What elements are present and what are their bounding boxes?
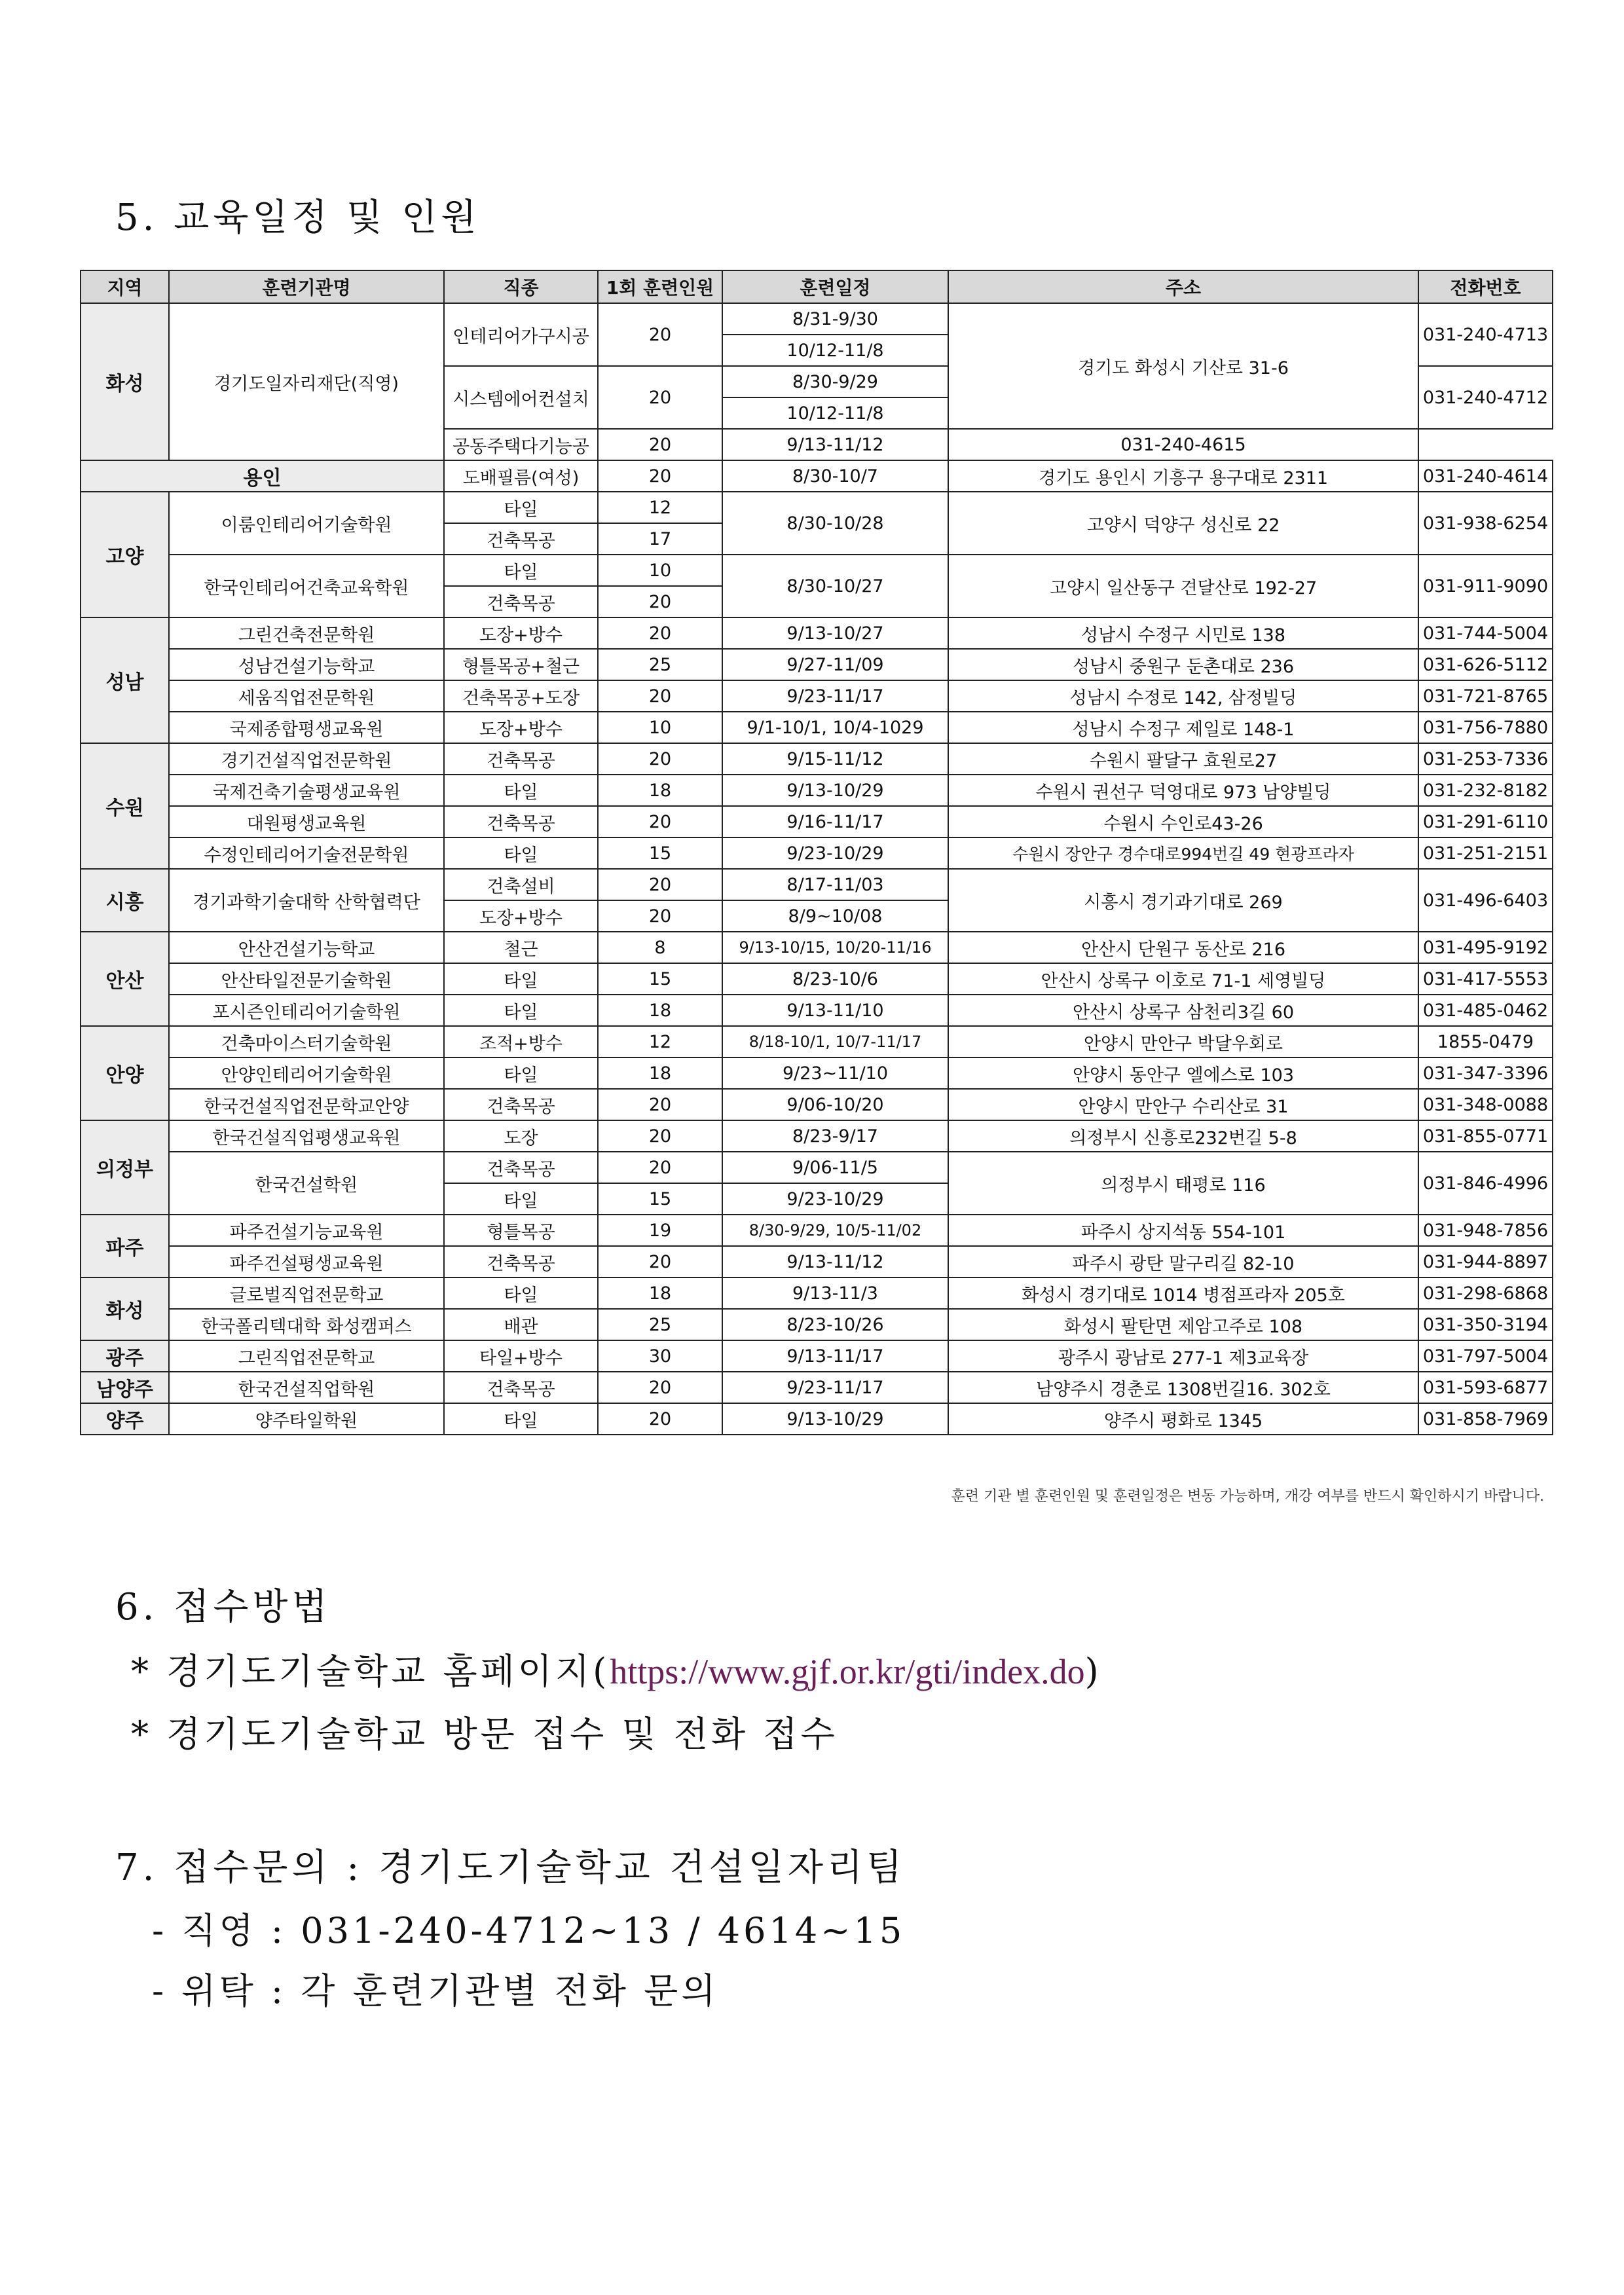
schedule-cell: 8/30-9/29	[722, 366, 948, 397]
institution-cell: 경기과학기술대학 산학협력단	[169, 869, 444, 932]
address-cell: 수원시 장안구 경수대로994번길 49 현광프라자	[948, 837, 1418, 869]
count-cell: 15	[598, 837, 722, 869]
job-cell: 철근	[444, 932, 598, 963]
region-cell: 성남	[81, 617, 169, 743]
count-cell: 20	[598, 869, 722, 900]
count-cell: 20	[598, 617, 722, 649]
table-row	[81, 1120, 1553, 1152]
count-cell: 15	[598, 1183, 722, 1215]
job-cell: 공동주택다기능공	[444, 429, 598, 460]
table-row	[81, 1277, 1553, 1309]
table-row	[81, 303, 1553, 335]
count-cell: 15	[598, 963, 722, 995]
count-cell: 20	[598, 743, 722, 775]
institution-cell: 한국건설직업학원	[169, 1372, 444, 1403]
schedule-table-wrapper	[80, 270, 1552, 1435]
institution-cell: 파주건설기능교육원	[169, 1215, 444, 1246]
apply-method-homepage	[131, 1643, 1102, 1694]
schedule-cell: 10/12-11/8	[722, 397, 948, 429]
table-row	[81, 1340, 1553, 1372]
address-cell: 성남시 수정구 제일로 148-1	[948, 712, 1418, 743]
phone-cell: 031-948-7856	[1418, 1215, 1553, 1246]
table-row	[81, 649, 1553, 680]
address-cell: 안산시 상록구 이호로 71-1 세영빌딩	[948, 963, 1418, 995]
address-cell: 성남시 수정구 시민로 138	[948, 617, 1418, 649]
institution-cell: 한국폴리텍대학 화성캠퍼스	[169, 1309, 444, 1340]
contact-consigned: - 위탁 : 각 훈련기관별 전화 문의	[152, 1970, 719, 2011]
schedule-cell: 8/17-11/03	[722, 869, 948, 900]
phone-cell: 031-938-6254	[1418, 492, 1553, 555]
apply-homepage-prefix: * 경기도기술학교 홈페이지(	[131, 1651, 610, 1692]
count-cell: 20	[598, 586, 722, 617]
table-row	[81, 1309, 1553, 1340]
address-cell: 안산시 상록구 삼천리3길 60	[948, 995, 1418, 1026]
phone-cell: 031-846-4996	[1418, 1152, 1553, 1215]
address-cell: 수원시 권선구 덕영대로 973 남양빌딩	[948, 775, 1418, 806]
schedule-cell: 8/31-9/30	[722, 303, 948, 335]
table-header-row	[81, 270, 1553, 303]
schedule-cell: 9/16-11/17	[722, 806, 948, 837]
table-row	[81, 775, 1553, 806]
contact-direct: - 직영 : 031-240-4712~13 / 4614~15	[152, 1910, 906, 1951]
institution-cell: 건축마이스터기술학원	[169, 1026, 444, 1057]
phone-cell: 031-593-6877	[1418, 1372, 1553, 1403]
schedule-cell: 9/13-11/10	[722, 995, 948, 1026]
phone-cell: 1855-0479	[1418, 1026, 1553, 1057]
phone-cell: 031-347-3396	[1418, 1057, 1553, 1089]
job-cell: 타일	[444, 995, 598, 1026]
job-cell: 건축목공	[444, 586, 598, 617]
count-cell: 25	[598, 1309, 722, 1340]
count-cell: 19	[598, 1215, 722, 1246]
count-cell: 10	[598, 555, 722, 586]
count-cell: 20	[598, 1403, 722, 1435]
address-cell: 안양시 만안구 수리산로 31	[948, 1089, 1418, 1120]
table-row	[81, 1403, 1553, 1435]
schedule-cell: 9/23-10/29	[722, 837, 948, 869]
schedule-cell: 8/30-10/27	[722, 555, 948, 617]
address-cell: 양주시 평화로 1345	[948, 1403, 1418, 1435]
count-cell: 20	[598, 900, 722, 932]
schedule-cell: 8/30-10/7	[722, 460, 948, 492]
address-cell: 성남시 중원구 둔촌대로 236	[948, 649, 1418, 680]
job-cell: 형틀목공+철근	[444, 649, 598, 680]
schedule-cell: 9/23-11/17	[722, 1372, 948, 1403]
job-cell: 타일	[444, 555, 598, 586]
count-cell: 20	[598, 366, 722, 429]
address-cell: 고양시 일산동구 견달산로 192-27	[948, 555, 1418, 617]
job-cell: 도배필름(여성)	[444, 460, 598, 492]
schedule-cell: 9/23-10/29	[722, 1183, 948, 1215]
job-cell: 건축목공	[444, 806, 598, 837]
region-cell: 고양	[81, 492, 169, 617]
region-cell: 시흥	[81, 869, 169, 932]
address-cell: 의정부시 신흥로232번길 5-8	[948, 1120, 1418, 1152]
phone-cell: 031-721-8765	[1418, 680, 1553, 712]
phone-cell: 031-232-8182	[1418, 775, 1553, 806]
schedule-cell: 8/23-10/26	[722, 1309, 948, 1340]
phone-cell: 031-858-7969	[1418, 1403, 1553, 1435]
job-cell: 건축목공	[444, 1089, 598, 1120]
institution-cell: 한국건설학원	[169, 1152, 444, 1215]
count-cell: 30	[598, 1340, 722, 1372]
schedule-cell: 9/13-10/29	[722, 1403, 948, 1435]
table-row	[81, 555, 1553, 586]
table-row	[81, 1152, 1553, 1183]
table-row	[81, 932, 1553, 963]
count-cell: 12	[598, 492, 722, 523]
job-cell: 타일	[444, 963, 598, 995]
job-cell: 도장	[444, 1120, 598, 1152]
phone-cell: 031-417-5553	[1418, 963, 1553, 995]
address-cell: 시흥시 경기과기대로 269	[948, 869, 1418, 932]
table-row	[81, 1026, 1553, 1057]
address-cell: 수원시 수인로43-26	[948, 806, 1418, 837]
count-cell: 20	[598, 1089, 722, 1120]
region-cell: 광주	[81, 1340, 169, 1372]
institution-cell: 파주건설평생교육원	[169, 1246, 444, 1277]
address-cell: 고양시 덕양구 성신로 22	[948, 492, 1418, 555]
phone-cell: 031-240-4615	[948, 429, 1418, 460]
region-cell: 파주	[81, 1215, 169, 1277]
phone-cell: 031-350-3194	[1418, 1309, 1553, 1340]
institution-cell: 이룸인테리어기술학원	[169, 492, 444, 555]
job-cell: 건축목공+도장	[444, 680, 598, 712]
schedule-cell: 9/13-11/12	[722, 1246, 948, 1277]
table-row	[81, 492, 1553, 523]
schedule-cell: 9/1-10/1, 10/4-1029	[722, 712, 948, 743]
institution-cell: 양주타일학원	[169, 1403, 444, 1435]
schedule-cell: 8/23-9/17	[722, 1120, 948, 1152]
phone-cell: 031-240-4614	[1418, 460, 1553, 492]
region-cell: 의정부	[81, 1120, 169, 1215]
job-cell: 조적+방수	[444, 1026, 598, 1057]
table-row	[81, 1089, 1553, 1120]
phone-cell: 031-855-0771	[1418, 1120, 1553, 1152]
phone-cell: 031-240-4712	[1418, 366, 1553, 429]
schedule-cell: 9/15-11/12	[722, 743, 948, 775]
count-cell: 18	[598, 1057, 722, 1089]
schedule-cell: 9/13-10/29	[722, 775, 948, 806]
address-cell: 남양주시 경춘로 1308번길16. 302호	[948, 1372, 1418, 1403]
table-row	[81, 1057, 1553, 1089]
phone-cell: 031-298-6868	[1418, 1277, 1553, 1309]
count-cell: 25	[598, 649, 722, 680]
phone-cell: 031-944-8897	[1418, 1246, 1553, 1277]
address-cell: 안양시 동안구 엘에스로 103	[948, 1057, 1418, 1089]
homepage-link[interactable]: https://www.gjf.or.kr/gti/index.do	[610, 1652, 1085, 1691]
count-cell: 8	[598, 932, 722, 963]
job-cell: 건축목공	[444, 1152, 598, 1183]
table-row	[81, 743, 1553, 775]
schedule-cell: 8/9~10/08	[722, 900, 948, 932]
table-row	[81, 1372, 1553, 1403]
count-cell: 20	[598, 680, 722, 712]
institution-cell: 글로벌직업전문학교	[169, 1277, 444, 1309]
count-cell: 20	[598, 1246, 722, 1277]
job-cell: 타일	[444, 1277, 598, 1309]
table-row	[81, 837, 1553, 869]
region-cell: 양주	[81, 1403, 169, 1435]
phone-cell: 031-485-0462	[1418, 995, 1553, 1026]
institution-cell: 한국건설직업평생교육원	[169, 1120, 444, 1152]
count-cell: 18	[598, 1277, 722, 1309]
institution-cell: 안양인테리어기술학원	[169, 1057, 444, 1089]
institution-cell: 세움직업전문학원	[169, 680, 444, 712]
schedule-table	[80, 270, 1553, 1435]
institution-cell: 경기도일자리재단(직영)	[169, 303, 444, 460]
address-cell: 안산시 단원구 동산로 216	[948, 932, 1418, 963]
region-cell: 용인	[81, 460, 444, 492]
header-address: 주소	[948, 270, 1418, 303]
institution-cell: 안산타일전문기술학원	[169, 963, 444, 995]
phone-cell: 031-797-5004	[1418, 1340, 1553, 1372]
institution-cell: 한국인테리어건축교육학원	[169, 555, 444, 617]
job-cell: 타일	[444, 492, 598, 523]
address-cell: 성남시 수정로 142, 삼정빌딩	[948, 680, 1418, 712]
header-schedule: 훈련일정	[722, 270, 948, 303]
schedule-cell: 9/27-11/09	[722, 649, 948, 680]
count-cell: 20	[598, 1372, 722, 1403]
address-cell: 광주시 광남로 277-1 제3교육장	[948, 1340, 1418, 1372]
job-cell: 도장+방수	[444, 617, 598, 649]
count-cell: 20	[598, 429, 722, 460]
job-cell: 형틀목공	[444, 1215, 598, 1246]
job-cell: 시스템에어컨설치	[444, 366, 598, 429]
institution-cell: 경기건설직업전문학원	[169, 743, 444, 775]
institution-cell: 대원평생교육원	[169, 806, 444, 837]
schedule-cell: 8/23-10/6	[722, 963, 948, 995]
header-job: 직종	[444, 270, 598, 303]
header-count: 1회 훈련인원	[598, 270, 722, 303]
phone-cell: 031-240-4713	[1418, 303, 1553, 366]
job-cell: 건축설비	[444, 869, 598, 900]
job-cell: 도장+방수	[444, 712, 598, 743]
table-row	[81, 460, 1553, 492]
count-cell: 20	[598, 806, 722, 837]
section-6-title: 6. 접수방법	[115, 1586, 331, 1628]
header-region: 지역	[81, 270, 169, 303]
count-cell: 18	[598, 775, 722, 806]
table-row	[81, 1246, 1553, 1277]
table-row	[81, 617, 1553, 649]
address-cell: 의정부시 태평로 116	[948, 1152, 1418, 1215]
institution-cell: 수정인테리어기술전문학원	[169, 837, 444, 869]
phone-cell: 031-626-5112	[1418, 649, 1553, 680]
section-5-title: 5. 교육일정 및 인원	[115, 196, 481, 239]
phone-cell: 031-744-5004	[1418, 617, 1553, 649]
table-footnote: 훈련 기관 별 훈련인원 및 훈련일정은 변동 가능하며, 개강 여부를 반드시 확인하시기 바랍니다.	[951, 1488, 1544, 1505]
table-row	[81, 712, 1553, 743]
phone-cell: 031-291-6110	[1418, 806, 1553, 837]
header-phone: 전화번호	[1418, 270, 1553, 303]
count-cell: 20	[598, 1120, 722, 1152]
count-cell: 10	[598, 712, 722, 743]
address-cell: 안양시 만안구 박달우회로	[948, 1026, 1418, 1057]
institution-cell: 한국건설직업전문학교안양	[169, 1089, 444, 1120]
region-cell: 남양주	[81, 1372, 169, 1403]
institution-cell: 포시즌인테리어기술학원	[169, 995, 444, 1026]
address-cell: 경기도 화성시 기산로 31-6	[948, 303, 1418, 429]
schedule-cell: 9/13-11/17	[722, 1340, 948, 1372]
schedule-cell: 9/23~11/10	[722, 1057, 948, 1089]
job-cell: 타일	[444, 1057, 598, 1089]
count-cell: 20	[598, 1152, 722, 1183]
job-cell: 타일	[444, 837, 598, 869]
job-cell: 건축목공	[444, 1246, 598, 1277]
phone-cell: 031-496-6403	[1418, 869, 1553, 932]
schedule-cell: 9/06-10/20	[722, 1089, 948, 1120]
job-cell: 타일	[444, 1183, 598, 1215]
address-cell: 파주시 상지석동 554-101	[948, 1215, 1418, 1246]
job-cell: 건축목공	[444, 523, 598, 555]
table-row	[81, 680, 1553, 712]
table-row	[81, 806, 1553, 837]
schedule-cell: 8/18-10/1, 10/7-11/17	[722, 1026, 948, 1057]
region-cell: 안양	[81, 1026, 169, 1120]
address-cell: 화성시 팔탄면 제암고주로 108	[948, 1309, 1418, 1340]
table-row	[81, 1215, 1553, 1246]
header-institution: 훈련기관명	[169, 270, 444, 303]
phone-cell: 031-756-7880	[1418, 712, 1553, 743]
schedule-cell: 9/13-10/27	[722, 617, 948, 649]
phone-cell: 031-253-7336	[1418, 743, 1553, 775]
count-cell: 18	[598, 995, 722, 1026]
job-cell: 건축목공	[444, 1372, 598, 1403]
institution-cell: 그린건축전문학원	[169, 617, 444, 649]
job-cell: 도장+방수	[444, 900, 598, 932]
region-cell: 안산	[81, 932, 169, 1026]
table-row	[81, 869, 1553, 900]
phone-cell: 031-911-9090	[1418, 555, 1553, 617]
institution-cell: 안산건설기능학교	[169, 932, 444, 963]
schedule-cell: 8/30-9/29, 10/5-11/02	[722, 1215, 948, 1246]
count-cell: 12	[598, 1026, 722, 1057]
region-cell: 화성	[81, 303, 169, 460]
schedule-cell: 10/12-11/8	[722, 335, 948, 366]
apply-homepage-suffix: )	[1084, 1651, 1102, 1692]
count-cell: 17	[598, 523, 722, 555]
job-cell: 타일	[444, 1403, 598, 1435]
address-cell: 경기도 용인시 기흥구 용구대로 2311	[948, 460, 1418, 492]
schedule-cell: 9/23-11/17	[722, 680, 948, 712]
job-cell: 타일+방수	[444, 1340, 598, 1372]
region-cell: 화성	[81, 1277, 169, 1340]
schedule-cell: 9/13-11/12	[722, 429, 948, 460]
job-cell: 타일	[444, 775, 598, 806]
institution-cell: 그린직업전문학교	[169, 1340, 444, 1372]
schedule-cell: 8/30-10/28	[722, 492, 948, 555]
address-cell: 파주시 광탄 말구리길 82-10	[948, 1246, 1418, 1277]
phone-cell: 031-495-9192	[1418, 932, 1553, 963]
section-7-title: 7. 접수문의 : 경기도기술학교 건설일자리팀	[115, 1846, 906, 1889]
address-cell: 수원시 팔달구 효원로27	[948, 743, 1418, 775]
phone-cell: 031-251-2151	[1418, 837, 1553, 869]
apply-method-visit: * 경기도기술학교 방문 접수 및 전화 접수	[131, 1714, 838, 1755]
count-cell: 20	[598, 460, 722, 492]
table-row	[81, 963, 1553, 995]
job-cell: 건축목공	[444, 743, 598, 775]
job-cell: 인테리어가구시공	[444, 303, 598, 366]
region-cell: 수원	[81, 743, 169, 869]
job-cell: 배관	[444, 1309, 598, 1340]
table-row	[81, 995, 1553, 1026]
institution-cell: 성남건설기능학교	[169, 649, 444, 680]
schedule-cell: 9/13-11/3	[722, 1277, 948, 1309]
schedule-cell: 9/06-11/5	[722, 1152, 948, 1183]
address-cell: 화성시 경기대로 1014 병점프라자 205호	[948, 1277, 1418, 1309]
phone-cell: 031-348-0088	[1418, 1089, 1553, 1120]
schedule-cell: 9/13-10/15, 10/20-11/16	[722, 932, 948, 963]
institution-cell: 국제건축기술평생교육원	[169, 775, 444, 806]
institution-cell: 국제종합평생교육원	[169, 712, 444, 743]
count-cell: 20	[598, 303, 722, 366]
